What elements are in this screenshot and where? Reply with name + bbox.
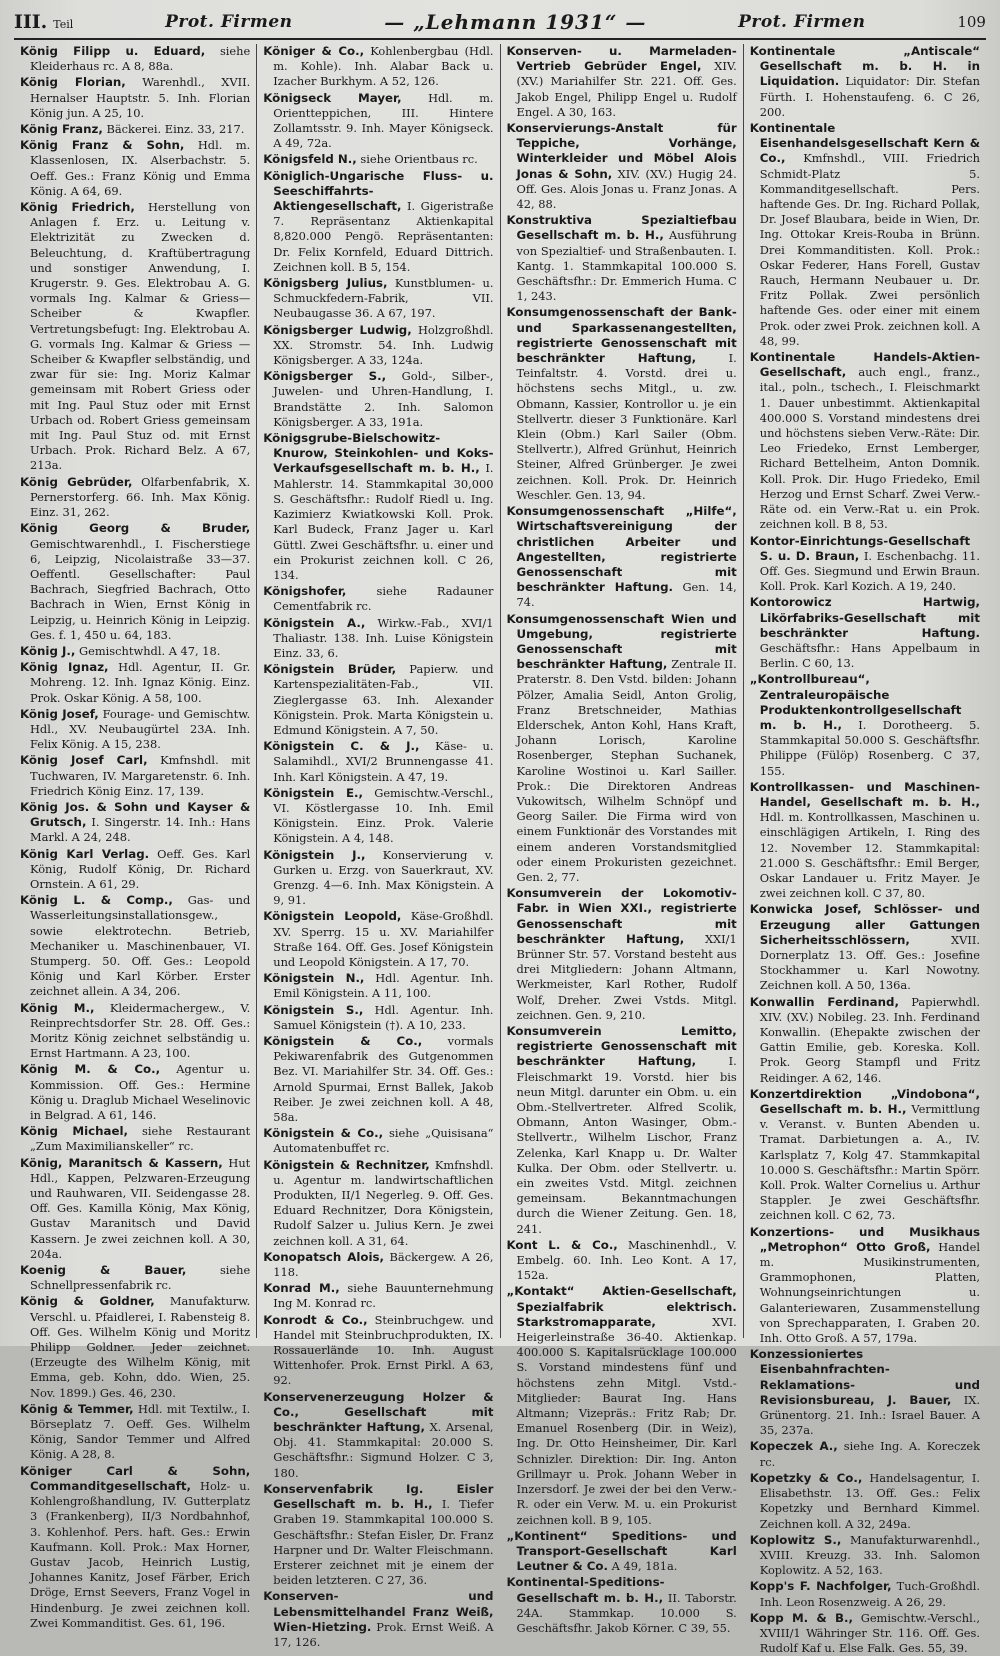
directory-entry: [507, 612, 737, 886]
directory-entry: [750, 121, 980, 349]
firm-details: X. Arsenal, Obj. 41. Stammkapital: 20.000 S. Geschäftsfhr.: Sigmund Holzer. C 3, 180.: [273, 1420, 494, 1480]
firm-name: Königstein & Co.,: [263, 1034, 423, 1048]
firm-name: Konserven- u. Marmeladen-Vertrieb Gebrüder Engel,: [506, 44, 737, 74]
firm-name: Konzessioniertes Eisenbahnfrachten-Reklamations- und Revisionsbureau, J. Bauer,: [749, 1347, 980, 1407]
firm-details: Steinbruchgew. und Handel mit Steinbruchprodukten, IX. Rossauerlände 10. Inh. August Wittenhofer. Prok. Ernst Pirkl. A 63, 92.: [273, 1312, 494, 1388]
directory-entry: [263, 1482, 493, 1588]
column-1: [14, 44, 257, 1630]
firm-details: siehe Schnellpressenfabrik rc.: [30, 1263, 251, 1293]
firm-details: Tuch-Großhdl. Inh. Leon Rosenzweig. A 26, 29.: [759, 1579, 980, 1609]
firm-details: Ausführung von Spezialtief- und Straßenbauten. I. Kantg. 1. Stammkapital 100.000 S. Geschäftsfhr.: Dr. Emmerich Huma. C 1, 243.: [516, 228, 737, 304]
firm-details: Käse- u. Salamihdl., XVI/2 Brunnengasse 41. Inh. Karl Königstein. A 47, 19.: [273, 739, 494, 784]
firm-name: Konservenerzeugung Holzer & Co., Gesellschaft mit beschränkter Haftung,: [263, 1389, 494, 1435]
firm-name: Kont L. & Co.,: [506, 1237, 618, 1252]
firm-details: A 49, 181a.: [611, 1559, 678, 1574]
directory-entry: [750, 780, 980, 902]
directory-entry: [263, 584, 493, 614]
directory-entry: [750, 1225, 980, 1347]
firm-details: IX. Grünentorg. 21. Inh.: Israel Bauer. A 35, 237a.: [759, 1392, 980, 1438]
firm-name: Kopetzky & Co.,: [749, 1470, 863, 1485]
firm-name: Kopp's F. Nachfolger,: [749, 1579, 892, 1594]
directory-entry: [507, 1284, 737, 1527]
firm-name: Kopp M. & B.,: [749, 1610, 853, 1625]
firm-details: siehe Restaurant „Zum Maximilianskeller“ rc.: [30, 1124, 251, 1154]
directory-entry: [20, 707, 250, 753]
firm-name: König Ignaz,: [20, 660, 109, 675]
firm-details: I. Fleischmarkt 19. Vorstd. hier bis neun Mitgl. darunter ein Obm. u. ein Obm.-Stellvertreter. Alfred Scolik, Obmann, Anton Wasinger, Obm.-Stellvertr., Wilhelm Lischor, Franz Zelenka, Karl Knapp u. Dr. Walter Kulka. Der Obm. oder Stellvertr. u. ein zweites Vstd. Mitgl. zeichnen gemeinsam. Bekanntmachungen durch die Wiener Zeitung. Gen. 18, 241.: [516, 1054, 737, 1236]
directory-entry: [507, 1575, 737, 1636]
directory-entry: [750, 44, 980, 120]
directory-entry: [750, 1611, 980, 1656]
column-2: [257, 44, 500, 1649]
firm-details: siehe Bauunternehmung Ing M. Konrad rc.: [273, 1281, 494, 1311]
firm-name: Königstein & Rechnitzer,: [263, 1157, 430, 1172]
firm-details: Kleidermachergew., V. Reinprechtsdorfer Str. 28. Off. Ges.: Moritz König zeichnet selbständig u. Ernst Hartmann. A 23, 100.: [30, 1000, 251, 1061]
page-header: [14, 6, 986, 40]
directory-entry: [20, 1001, 250, 1062]
directory-entry: [20, 660, 250, 706]
firm-details: Hdl. Agentur. Inh. Emil Königstein. A 11, 100.: [273, 971, 494, 1001]
column-4: [744, 44, 986, 1656]
directory-entry: [20, 200, 250, 474]
directory-entry: [20, 847, 250, 893]
directory-entry: [507, 1529, 737, 1575]
firm-details: Manufakturw. Verschl. u. Pfaidlerei, I. Rabensteig 8. Off. Ges. Wilhelm König und Moritz Philipp Goldner. Jeder zeichnet. (Erzeugte des Wilhelm König, mit Emma, geb. Kohn, ddo. Wien, 25. Nov. 1899.) Ges. 46, 230.: [30, 1294, 251, 1400]
firm-name: König Georg & Bruder,: [20, 521, 251, 536]
firm-name: König M.,: [20, 1000, 95, 1015]
firm-name: Konsumverein der Lokomotiv-Fabr. in Wien XXI., registrierte Genossenschaft mit beschränkter Haftung,: [506, 886, 737, 946]
firm-details: siehe Kleiderhaus rc. A 8, 88a.: [30, 44, 251, 74]
firm-details: Hdl. Agentur. Inh. Samuel Königstein (†). A 10, 233.: [273, 1002, 494, 1032]
firm-name: „Kontakt“ Aktien-Gesellschaft, Spezialfabrik elektrisch. Starkstromapparate,: [506, 1284, 737, 1329]
directory-entry: [263, 91, 493, 152]
directory-entry: [263, 1003, 493, 1033]
firm-details: Agentur u. Kommission. Off. Ges.: Hermine König u. Draglub Michael Weselinovic in Belgrad. A 61, 146.: [30, 1062, 251, 1123]
firm-name: Konsumgenossenschaft Wien und Umgebung, registrierte Genossenschaft mit beschränkter Haftung,: [506, 611, 737, 672]
directory-entry: [507, 305, 737, 503]
firm-name: König J.,: [20, 643, 76, 658]
directory-entry: [750, 1579, 980, 1609]
firm-details: Wirkw.-Fab., XVI/1 Thaliastr. 138. Inh. Luise Königstein Einz. 33, 6.: [273, 615, 494, 660]
firm-name: Königstein N.,: [263, 971, 365, 986]
firm-details: I. Tiefer Graben 19. Stammkapital 100.000 S. Geschäftsfhr.: Stefan Eisler, Dr. Franz Harpner und Dr. Walter Fleischmann. Ersterer zeichnet mit je einem der beiden letzteren. C 27, 36.: [273, 1497, 494, 1588]
firm-name: Koenig & Bauer,: [20, 1263, 187, 1278]
directory-entry: [263, 431, 493, 583]
firm-details: Prok. Ernst Weiß. A 17, 126.: [273, 1619, 494, 1649]
firm-details: siehe Ing. A. Koreczek rc.: [759, 1439, 980, 1469]
firm-details: Herstellung von Anlagen f. Erz. u. Leitung v. Elektrizität zu Zwecken d. Beleuchtung, d. Kraftübertragung und sonstiger Anwendung, I. Krugerstr. 9. Ges. Elektrobau A. G. vormals Ing. Kalmar & Griess—Scheiber & Kwapfler. Vertretungsbefugt: Ing. Elektrobau A. G. vormals Ing. Kalmar & Griess — Scheiber & Kwapfler selbständig, und zwar für sie: Ing. Moriz Kalmar gemeinsam mit Robert Griess oder mit Ing. Paul Stuz oder mit Ernst Urbach od. Robert Griess gemeinsam mit Ing. Paul Stuz od. mit Ernst Urbach. Prok. Richard Belz. A 67, 213a.: [30, 200, 251, 473]
directory-entry: [20, 1062, 250, 1123]
firm-name: König Friedrich,: [20, 200, 135, 215]
directory-entry: [263, 739, 493, 785]
directory-entry: [507, 1024, 737, 1237]
firm-name: Kontrollkassen- und Maschinen-Handel, Gesellschaft m. b. H.,: [749, 779, 980, 809]
book-title: — „Lehmann 1931“ —: [384, 10, 647, 34]
directory-entry: [750, 672, 980, 778]
firm-details: Manufakturwarenhdl., XVIII. Kreuzg. 33. Inh. Salomon Koplowitz. A 52, 163.: [759, 1532, 980, 1578]
directory-entry: [20, 1464, 250, 1631]
firm-name: Konservierungs-Anstalt für Teppiche, Vorhänge, Winterkleider und Möbel Alois Jonas & Sohn,: [506, 121, 737, 181]
part-number: III.: [14, 11, 48, 33]
firm-details: Hdl. Agentur, II. Gr. Mohreng. 12. Inh. Ignaz König. Einz. Prok. Oskar König. A 58, 100.: [30, 660, 251, 705]
directory-entry: [750, 1347, 980, 1438]
directory-entry: [750, 534, 980, 595]
column-3: [501, 44, 744, 1635]
firm-name: König Gebrüder,: [20, 474, 133, 489]
firm-name: Kopeczek A.,: [749, 1439, 838, 1454]
section-title-right: Prot. Firmen: [738, 12, 866, 32]
firm-name: Kontinentale Handels-Aktien-Gesellschaft,: [749, 350, 980, 380]
firm-name: König & Temmer,: [20, 1401, 134, 1416]
firm-name: Konzertdirektion „Vindobona“, Gesellschaft m. b. H.,: [749, 1086, 980, 1117]
directory-entry: [263, 909, 493, 970]
directory-entry: [750, 1471, 980, 1532]
firm-details: I. Teinfaltstr. 4. Vorstd. drei u. höchstens sechs Mitgl., u. zw. Obmann, Kassier, Kontrollor u. je ein Stellvertr. dieser 3 Funktionäre. Karl Klein (Obm.) Karl Sailer (Obm. Stellvertr.), Alfred Grünhut, Heinrich Steiner, Alfred Grünberger. Je zwei zeichnen. Koll. Prok. Dr. Heinrich Weschler. Gen. 13, 94.: [516, 351, 737, 502]
firm-details: Vermittlung v. Veranst. v. Bunten Abenden u. Tramat. Darbietungen a. A., IV. Karlsplatz 7, Kolg 47. Stammkapital 10.000 S. Geschäftsfhr.: Martin Spörr. Koll. Prok. Walter Cornelius u. Arthur Stappler. Je zwei Geschäftsfhr. zeichnen koll. C 62, 73.: [759, 1102, 980, 1223]
directory-entry: [507, 121, 737, 212]
firm-name: König Josef Carl,: [20, 753, 148, 768]
directory-entry: [263, 1158, 493, 1249]
directory-entry: [20, 1124, 250, 1154]
firm-details: Gas- und Wasserleitungsinstallationsgew., sowie elektrotechn. Betrieb, Mechaniker u. Maschinenbauer, VI. Stumperg. 50. Off. Ges.: Leopold König und Karl Körber. Erster zeichnet allein. A 34, 206.: [30, 893, 251, 999]
firm-name: Königer Carl & Sohn, Commanditgesellschaft,: [20, 1463, 251, 1493]
firm-name: König M. & Co.,: [20, 1062, 161, 1077]
firm-name: Koplowitz S.,: [749, 1532, 842, 1547]
directory-entry: [507, 213, 737, 304]
firm-name: Königstein S.,: [263, 1002, 364, 1017]
directory-entry: [263, 1390, 493, 1481]
firm-name: Konsumgenossenschaft „Hilfe“, Wirtschaftsvereinigung der christlichen Arbeiter und Angestellten, registrierte Genossenschaft mit beschränkter Haftung.: [506, 504, 737, 595]
firm-details: Hdl. m. Klassenlosen, IX. Alserbachstr. 5. Oeff. Ges.: Franz König und Emma König. A 64, 69.: [30, 138, 251, 198]
directory-entry: [20, 1402, 250, 1463]
firm-details: Papierw. und Kartenspezialitäten-Fab., VII. Zieglergasse 63. Inh. Alexander Königstein. Prok. Marta Königstein u. Edmund Königstein. A 7, 50.: [273, 662, 494, 737]
directory-entry: [507, 1238, 737, 1284]
firm-details: Gemischtwarenhdl., I. Fischerstiege 6, Leipzig, Nicolaistraße 33—37. Oeffentl. Gesellschafter: Paul Bachrach, Siegfried Bachrach, Otto Bachrach in Wien, Ernst König in Leipzig, u. Heinrich König in Leipzig. Ges. f. 1, 450 u. 64, 183.: [30, 536, 251, 642]
firm-details: XVII. Dornerplatz 13. Off. Ges.: Josefine Stockhammer u. Karl Nowotny. Zeichnen koll. A 50, 136a.: [759, 932, 980, 993]
directory-entry: [507, 504, 737, 610]
firm-name: Königstein C. & J.,: [263, 739, 420, 754]
firm-details: I. Singerstr. 14. Inh.: Hans Markl. A 24, 248.: [30, 815, 251, 845]
firm-name: Kontinental-Speditions-Gesellschaft m. b. H.,: [506, 1575, 665, 1605]
part-label: [14, 11, 73, 33]
firm-name: Königstein Brüder,: [263, 662, 397, 677]
firm-name: Konstruktiva Spezialtiefbau Gesellschaft m. b. H.,: [506, 213, 737, 243]
directory-entry: [263, 1313, 493, 1389]
firm-name: König L. & Comp.,: [20, 893, 173, 908]
firm-name: Konrodt & Co.,: [263, 1312, 368, 1327]
part-word: Teil: [53, 18, 74, 31]
firm-details: Fourage- und Gemischtw. Hdl., XV. Neubaugürtel 23A. Inh. Felix König. A 15, 238.: [30, 706, 251, 752]
directory-entry: [263, 369, 493, 430]
firm-details: Kmfnshdl. mit Tuchwaren, IV. Margaretenstr. 6. Inh. Friedrich König Einz. 17, 139.: [30, 753, 251, 798]
firm-details: I. Gigeristraße 7. Repräsentanz Aktienkapital 8,820.000 Pengö. Repräsentanten: Dr. Felix Kornfeld, Eduard Dittrich. Zeichnen koll. B 5, 154.: [273, 199, 494, 274]
directory-entry: [263, 1589, 493, 1650]
firm-name: Konsumverein Lemitto, registrierte Genossenschaft mit beschränkter Haftung,: [506, 1024, 737, 1069]
firm-details: vormals Pekiwarenfabrik des Gutgenommen Bez. VI. Mariahilfer Str. 34. Off. Ges.: Arnold Spurmai, Ernst Ballek, Jakob Reiber. Je zwei zeichnen koll. A 48, 58a.: [273, 1034, 494, 1125]
firm-name: „Kontrollbureau“, Zentraleuropäische Produktenkontrollgesellschaft m. b. H.,: [749, 672, 962, 732]
firm-details: Holzgroßhdl. XX. Stromstr. 54. Inh. Ludwig Königsberger. A 33, 124a.: [273, 322, 494, 368]
directory-entry: [20, 44, 250, 74]
directory-entry: [263, 848, 493, 909]
firm-name: König Filipp u. Eduard,: [20, 44, 206, 58]
firm-details: Zentrale II. Praterstr. 8. Den Vstd. bilden: Johann Pölzer, Amalia Seidl, Anton Grolig, Franz Bretschneider, Mathias Elderschek, Anton Kohl, Hans Kraft, Johann Lorisch, Karoline Rosenberger, Stephan Suchanek, Karoline Wostinoi u. Karl Sailler. Prok.: Die Direktoren Andreas Vukowitsch, Wilhelm Schnöpf und Georg Sailer. Die Firma wird von einem Funktionär des Vorstandes mit einem anderen Vorstandsmitglied oder einem Prokuristen gezeichnet. Gen. 2, 77.: [516, 657, 737, 884]
directory-entry: [263, 1034, 493, 1125]
firm-details: Gemischtwhdl. A 47, 18.: [79, 643, 221, 658]
firm-name: König Josef,: [20, 706, 99, 721]
firm-details: Bäckergew. A 26, 118.: [273, 1249, 494, 1280]
directory-entry: [263, 152, 493, 167]
page-number: 109: [957, 13, 986, 31]
firm-name: Königstein J.,: [263, 847, 366, 862]
directory-entry: [20, 75, 250, 121]
firm-name: Königstein Leopold,: [263, 909, 402, 924]
firm-name: Königshofer,: [263, 584, 347, 599]
firm-name: König Florian,: [20, 75, 126, 90]
directory-entry: [20, 1294, 250, 1400]
directory-entry: [750, 1087, 980, 1224]
firm-details: I. Mahlerstr. 14. Stammkapital 30,000 S. Geschäftsfhr.: Rudolf Riedl u. Ing. Kazimierz Kwiatkowski Koll. Prok. Karl Budeck, Franz Jager u. Karl Güttl. Zwei Geschäftsfhr. u. einer und ein Prokurist zeichnen koll. C 26, 134.: [273, 461, 494, 582]
directory-entry: [750, 350, 980, 532]
firm-name: Königsgrube-Bielschowitz-Knurow, Steinkohlen- und Koks-Verkaufsgesellschaft m. b. H.,: [263, 431, 494, 476]
firm-details: Bäckerei. Einz. 33, 217.: [106, 122, 245, 137]
firm-details: Handelsagentur, I. Elisabethstr. 13. Off. Ges.: Felix Kopetzky und Bernhard Kimmel. Zeichnen koll. A 32, 249a.: [759, 1470, 980, 1531]
firm-details: Hut Hdl., Kappen, Pelzwaren-Erzeugung und Rauhwaren, VII. Seidengasse 28. Off. Ges. Kamilla König, Max König, Gustav Maranitsch und David Kassern. Je zwei zeichnen koll. A 30, 204a.: [30, 1155, 251, 1261]
firm-details: XIV. (XV.) Hugig 24. Off. Ges. Alois Jonas u. Franz Jonas. A 42, 88.: [516, 166, 737, 212]
firm-details: Warenhdl., XVII. Hernalser Hauptstr. 5. Inh. Florian König jun. A 25, 10.: [30, 75, 251, 120]
firm-name: König, Maranitsch & Kassern,: [20, 1155, 223, 1170]
firm-details: Maschinenhdl., V. Embelg. 60. Inh. Leo Kont. A 17, 152a.: [516, 1237, 737, 1283]
firm-details: Kmfnshdl., VIII. Friedrich Schmidt-Platz 5. Kommanditgesellschaft. Pers. haftende Ges. Dr. Ing. Richard Pollak, Dr. Josef Blaubara, beide in Wien, Dr. Ing. Ottokar Kreis-Rouba in Brünn. Drei Kommanditisten. Koll. Prok.: Oskar Federer, Hans Forell, Gustav Rauch, Hermann Neubauer u. Dr. Fritz Pollak. Zwei persönlich haftende Ges. oder einer mit einem Prok. oder zwei Prok. zeichnen koll. A 48, 99.: [759, 151, 981, 348]
firm-details: I. Dorotheerg. 5. Stammkapital 50.000 S. Geschäftsfhr. Philippe (Fülöp) Rosenberg. C 37, 155.: [759, 717, 980, 778]
directory-entry: [750, 902, 980, 993]
firm-name: Königstein & Co.,: [263, 1126, 384, 1141]
firm-details: Oeff. Ges. Karl König, Rudolf König, Dr. Richard Ornstein. A 61, 29.: [30, 846, 251, 891]
directory-entry: [20, 138, 250, 199]
firm-name: König Jos. & Sohn und Kayser & Grutsch,: [20, 799, 251, 830]
directory-entry: [20, 1263, 250, 1293]
directory-entry: [263, 662, 493, 738]
firm-details: siehe „Quisisana“ Automatenbuffet rc.: [273, 1126, 494, 1156]
directory-entry: [263, 1250, 493, 1280]
directory-entry: [20, 475, 250, 521]
firm-name: „Kontinent“ Speditions- und Transport-Gesellschaft Karl Leutner & Co.: [506, 1528, 737, 1574]
directory-entry: [20, 644, 250, 659]
directory-entry: [263, 169, 493, 275]
directory-entry: [263, 616, 493, 662]
firm-details: Gemischtw.-Verschl., XVIII/1 Währinger Str. 116. Off. Ges. Rudolf Kaf u. Else Falk. Ges. 55, 39.: [759, 1610, 980, 1656]
firm-name: Konwallin Ferdinand,: [749, 994, 899, 1009]
firm-details: Kmfnshdl. u. Agentur m. landwirtschaftlichen Produkten, II/1 Negerleg. 9. Off. Ges. Eduard Rechnitzer, Dora Königstein, Rudolf Salzer u. Julius Kern. Je zwei zeichnen koll. A 31, 64.: [273, 1157, 494, 1248]
firm-details: Handel m. Musikinstrumenten, Grammophonen, Platten, Wohnungseinrichtungen u. Galanteriewaren, Zusammenstellung von Sprechapparaten, I. Graben 20. Inh. Otto Groß. A 57, 179a.: [759, 1239, 980, 1346]
firm-details: Käse-Großhdl. XV. Sperrg. 15 u. XV. Mariahilfer Straße 164. Off. Ges. Josef Königstein und Leopold Königstein. A 17, 70.: [273, 909, 494, 969]
directory-entry: [750, 1533, 980, 1579]
firm-name: Konzertions- und Musikhaus „Metrophon“ Otto Groß,: [749, 1224, 980, 1254]
firm-details: Kohlenbergbau (Hdl. m. Kohle). Inh. Alabar Back u. Izacher Burkhym. A 52, 126.: [273, 44, 494, 89]
firm-name: König Michael,: [20, 1124, 129, 1139]
directory-entry: [507, 886, 737, 1023]
firm-name: Königlich-Ungarische Fluss- u. Seeschiffahrts-Aktiengesellschaft,: [263, 168, 494, 214]
directory-entry: [263, 1126, 493, 1156]
directory-entry: [750, 995, 980, 1086]
directory-entry: [20, 521, 250, 643]
directory-entry: [750, 1439, 980, 1469]
firm-name: König Franz,: [20, 122, 103, 137]
firm-name: Konwicka Josef, Schlösser- und Erzeugung aller Gattungen Sicherheitsschlössern,: [749, 902, 980, 947]
firm-details: II. Taborstr. 24A. Stammkap. 10.000 S. Geschäftsfhr. Jakob Körner. C 39, 55.: [516, 1590, 737, 1635]
firm-details: Hdl. m. Orientteppichen, III. Hintere Zollamtsstr. 9. Inh. Mayer Königseck. A 49, 72a.: [273, 90, 494, 151]
directory-entry: [507, 44, 737, 120]
directory-entry: [20, 1156, 250, 1262]
firm-details: auch engl., franz., ital., poln., tschech., I. Fleischmarkt 1. Dauer unbestimmt. Aktienkapital 400.000 S. Vorstand mindestens drei und höchstens sieben Verw.-Räte: Dir. Leo Friedeko, Ernst Lemberger, Richard Bettelheim, Anton Domnik. Koll. Prok. Dir. Hugo Friedeko, Emil Herzog und Ernst Scharf. Zwei Verw.-Räte od. ein Verw.-Rat u. ein Prok. zeichnen koll. B 8, 53.: [759, 365, 980, 532]
firm-name: Königsfeld N.,: [263, 152, 357, 167]
firm-name: Kontorowicz Hartwig, Likörfabriks-Gesellschaft mit beschränkter Haftung.: [749, 595, 980, 640]
directory-entry: [263, 1281, 493, 1311]
directory-entry: [263, 971, 493, 1001]
firm-details: Holz- u. Kohlengroßhandlung, IV. Gutterplatz 3 (Frankenberg), II/3 Nordbahnhof, 3. Kohlenhof. Pers. haft. Ges.: Erwin Kaufmann. Koll. Prok.: Max Horner, Gustav Jacob, Heinrich Lustig, Johannes Kanitz, Josef Färber, Erich Dröge, Ernst Seevers, Franz Vogel in Hindenburg. Je zwei zeichnen koll. Zwei Kommanditist. Ges. 61, 196.: [30, 1478, 251, 1630]
firm-name: Kontinentale Eisenhandelsgesellschaft Kern & Co.,: [749, 121, 980, 166]
firm-name: Konserven- und Lebensmittelhandel Franz Weiß, Wien-Hietzing.: [263, 1589, 494, 1634]
directory-entry: [263, 276, 493, 322]
firm-details: Gold-, Silber-, Juwelen- und Uhren-Handlung, I. Brandstätte 2. Inh. Salomon Königsberger. A 33, 191a.: [273, 369, 494, 429]
firm-details: Hdl. m. Kontrollkassen, Maschinen u. einschlägigen Artikeln, I. Ring des 12. November 12. Stammkapital: 21.000 S. Geschäftsfhr.: Emil Berger, Oskar Landauer u. Fritz Mayer. Je zwei zeichnen koll. C 37, 80.: [759, 810, 980, 901]
firm-name: Konrad M.,: [263, 1281, 340, 1296]
firm-details: Liquidator: Dir. Stefan Fürth. I. Hohenstaufeng. 6. C 26, 200.: [759, 74, 981, 119]
firm-details: Geschäftsfhr.: Hans Appelbaum in Berlin. C 60, 13.: [759, 640, 980, 671]
firm-name: König Karl Verlag.: [20, 846, 150, 861]
firm-details: Papierwhdl. XIV. (XV.) Nobileg. 23. Inh. Ferdinand Konwallin. (Ehepakte zwischen der Gattin Emilie, geb. Koreska. Koll. Prok. Georg Stampfl und Fritz Reidinger. A 62, 146.: [759, 994, 980, 1085]
firm-name: Kontor-Einrichtungs-Gesellschaft S. u. D. Braun,: [749, 533, 971, 563]
firm-name: König Franz & Sohn,: [20, 138, 185, 153]
firm-name: Kontinentale „Antiscale“ Gesellschaft m. b. H. in Liquidation.: [749, 44, 980, 89]
firm-name: Konopatsch Alois,: [263, 1249, 385, 1264]
firm-details: I. Eschenbachg. 11. Off. Ges. Siegmund und Erwin Braun. Koll. Prok. Karl Kozich. A 19, 240.: [759, 548, 981, 594]
firm-name: Königsberg Julius,: [263, 276, 388, 291]
firm-name: Königsberger S.,: [263, 369, 387, 384]
firm-name: Konservenfabrik Ig. Eisler Gesellschaft m. b. H.,: [263, 1481, 494, 1512]
firm-details: Kunstblumen- u. Schmuckfedern-Fabrik, VII. Neubaugasse 36. A 67, 197.: [273, 276, 494, 321]
firm-details: Gemischtw.-Verschl., VI. Köstlergasse 10. Inh. Emil Königstein. Einz. Prok. Valerie Königstein. A 4, 148.: [273, 785, 494, 846]
directory-entry: [750, 595, 980, 671]
firm-name: Königseck Mayer,: [263, 90, 402, 105]
directory-entry: [263, 44, 493, 90]
firm-details: Hdl. mit Textilw., I. Börseplatz 7. Oeff. Ges. Wilhelm König, Sandor Temmer und Alfred König. A 28, 8.: [30, 1401, 251, 1462]
firm-name: König & Goldner,: [20, 1294, 155, 1309]
directory-entry: [263, 323, 493, 369]
firm-details: XXI/1 Brünner Str. 57. Vorstand besteht aus drei Mitgliedern: Johann Altmann, Werkmeister, Karl Rother, Rudolf Wolf, Dreher. Zwei Vstds. Mitgl. zeichnen. Gen. 9, 210.: [516, 931, 737, 1022]
firm-details: XIV. (XV.) Mariahilfer Str. 221. Off. Ges. Jakob Engel, Philipp Engel u. Rudolf Engel. A 30, 163.: [516, 59, 737, 119]
directory-entry: [20, 122, 250, 137]
entry-columns: [14, 44, 986, 1656]
firm-details: Olfarbenfabrik, X. Pernerstorferg. 66. Inh. Max König. Einz. 31, 262.: [30, 474, 251, 520]
directory-entry: [20, 753, 250, 799]
firm-details: siehe Radauner Cementfabrik rc.: [273, 584, 494, 614]
firm-name: Königstein A.,: [263, 615, 366, 630]
directory-entry: [263, 786, 493, 847]
firm-details: Konservierung v. Gurken u. Erzg. von Sauerkraut, XV. Grenzg. 4—6. Inh. Max Königstein. A 9, 91.: [273, 847, 494, 908]
firm-name: Konsumgenossenschaft der Bank- und Sparkassenangestellten, registrierte Genossenschaft mit beschränkter Haftung,: [506, 305, 737, 366]
firm-name: Königstein E.,: [263, 785, 363, 800]
firm-name: Königsberger Ludwig,: [263, 322, 412, 337]
directory-entry: [20, 800, 250, 846]
firm-details: XVI. Heigerleinstraße 36-40. Aktienkap. 400.000 S. Kapitalsrücklage 100.000 S. Vorstand mindestens fünf und höchstens zehn Mitgl. Vstd.-Mitglieder: Baurat Ing. Hans Altmann; Vizepräs.: Fritz Rab; Dr. Emanuel Rosenberg (Dir. in Weiz), Ing. Dr. Otto Heinsheimer, Dir. Karl Schnizler. Direktion: Dir. Ing. Anton Grillmayr u. Prok. Johann Weber in Inzersdorf. Je zwei der bei den Verw.-R. oder ein Verw. M. u. ein Prokurist zeichnen koll. B 9, 105.: [516, 1314, 737, 1527]
firm-details: Gen. 14, 74.: [516, 580, 737, 610]
firm-details: siehe Orientbaus rc.: [360, 152, 478, 167]
section-title-left: Prot. Firmen: [165, 12, 293, 32]
firm-name: Königer & Co.,: [263, 44, 365, 58]
directory-entry: [20, 893, 250, 999]
